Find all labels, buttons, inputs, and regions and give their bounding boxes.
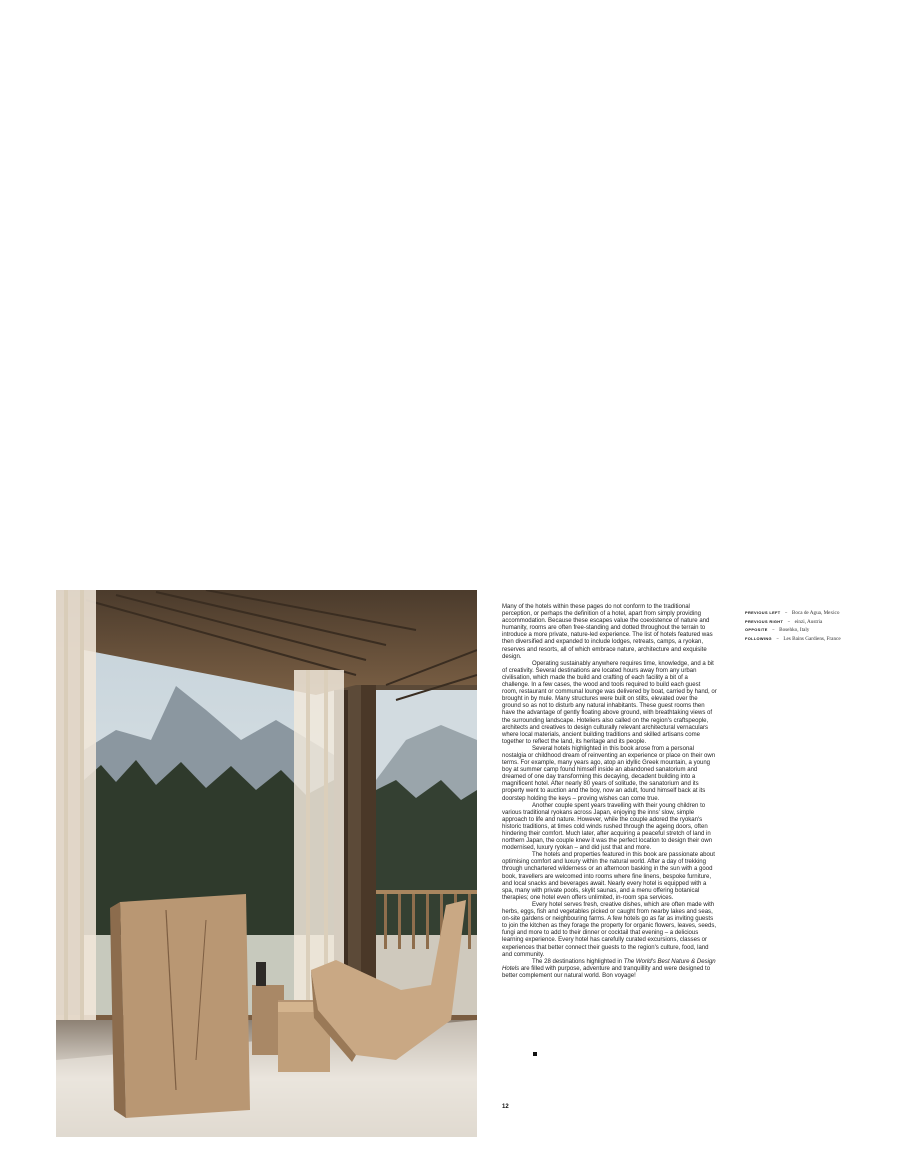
caption-separator: –	[787, 618, 791, 625]
page-number: 12	[502, 1104, 509, 1110]
end-mark	[533, 1052, 537, 1056]
caption-value: einzi, Austria	[794, 618, 823, 625]
caption-label: OPPOSITE	[745, 627, 768, 633]
caption-previous-left	[745, 606, 895, 615]
book-title: The World's Best Nature & Design Hotels	[502, 958, 716, 972]
paragraph-3: Several hotels highlighted in this book arose from a personal nostalgia or childhood dream of reinventing an experience or place on their own terms. For example, many years ago, atop an idyllic Greek mountain, a young boy at summer camp found himself inside an abandoned sanatorium and dreamed of one day transforming this decaying, decadent building into a magnificent hotel. After nearly 80 years of solitude, the sanatorium and its property went to auction and the boy, now an adult, found himself back at its doorstep holding the keys – proving wishes can come true.	[502, 745, 716, 802]
caption-value: Bosehko, Italy	[779, 627, 810, 634]
paragraph-2: Operating sustainably anywhere requires time, knowledge, and a bit of creativity. Several destinations are located hours away from any urban civilisation, which made the build and crafting of each facility a bit of a challenge. In a few cases, the wood and tools required to build each guest room, restaurant or communal lounge was delivered by boat, carried by hand, or brought in by mule. Many structures were built on stilts, elevated over the ground so as not to disturb any natural inhabitants. These guest rooms then have the advantage of gently floating above ground, with breathtaking views of the surrounding landscape. Hoteliers also called on the region's craftspeople, architects and creatives to design culturally relevant architectural vernaculars where local materials, ancient building traditions and skilled artisans come together to reflect the land, its heritage and its people.	[502, 660, 717, 745]
paragraph-5: The hotels and properties featured in this book are passionate about optimising comfort and luxury within the natural world. After a day of trekking through unchartered wilderness or an afternoon basking in the sun with a good book, travellers are welcomed into rooms where fine linens, bespoke furniture, and local snacks and beverages await. Nearly every hotel is equipped with a spa, many with private pools, skylit saunas, and a menu offering botanical therapies; one hotel even offers unlimited, in-room spa services.	[502, 852, 715, 901]
caption-label: PREVIOUS LEFT	[745, 610, 781, 615]
paragraph-4: Another couple spent years travelling with their young children to various traditional ryokans across Japan, enjoying the inns' slow, simple approach to life and nature. However, while the couple adored the ryokan's historic traditions, at times cold winds rushed through the ageing doors, often hindering their comfort. Much later, after acquiring a peaceful stretch of land in northern Japan, the couple knew it was the perfect location to design their own modernised, luxury ryokan – and did just that and more.	[502, 802, 713, 852]
closing-tail: are filled with purpose, adventure and tranquillity and were designed to better complement our natural world. Bon voyage!	[502, 965, 711, 979]
hotel-room-photo	[56, 590, 477, 1137]
paragraph-closing	[502, 959, 717, 980]
caption-label: FOLLOWING	[745, 635, 772, 641]
paragraph-1: Many of the hotels within these pages do not conform to the traditional perception, or perhaps the definition of a hotel, apart from simply providing accommodation. Because these escapes value the coexistence of nature and humanity, rooms are often free-standing and dotted throughout the terrain to introduce a more private, nature-led experience. The list of hotels featured was then diversified and expanded to include lodges, retreats, camps, a ryokan, reserves and resorts, all of which embrace nature, architecture and exquisite design.	[502, 604, 713, 660]
caption-separator: –	[772, 627, 775, 634]
photo-captions	[745, 606, 895, 640]
article-body	[502, 604, 717, 980]
closing-lead: The 28 destinations highlighted in	[532, 958, 624, 965]
paragraph-6: Every hotel serves fresh, creative dishes, which are often made with herbs, eggs, fish and vegetables picked or caught from nearby lakes and seas, on-site gardens or neighbouring farms. A few hotels go as far as inviting guests to join the kitchen as they forage the property for organic flowers, leaves, seeds, fungi and more to add to their dinner or cocktail that evening – a delicious learning experience. Every hotel has carefully curated excursions, classes or experiences that better connect their guests to the region's culture, food, land and community.	[502, 901, 717, 958]
caption-value: Boca de Agua, Mexico	[791, 610, 840, 616]
caption-label: PREVIOUS RIGHT	[745, 618, 784, 624]
caption-separator: –	[776, 635, 779, 642]
caption-following	[745, 632, 895, 641]
caption-separator: –	[784, 610, 788, 616]
caption-value: Les Bains Gardiens, France	[783, 635, 841, 642]
